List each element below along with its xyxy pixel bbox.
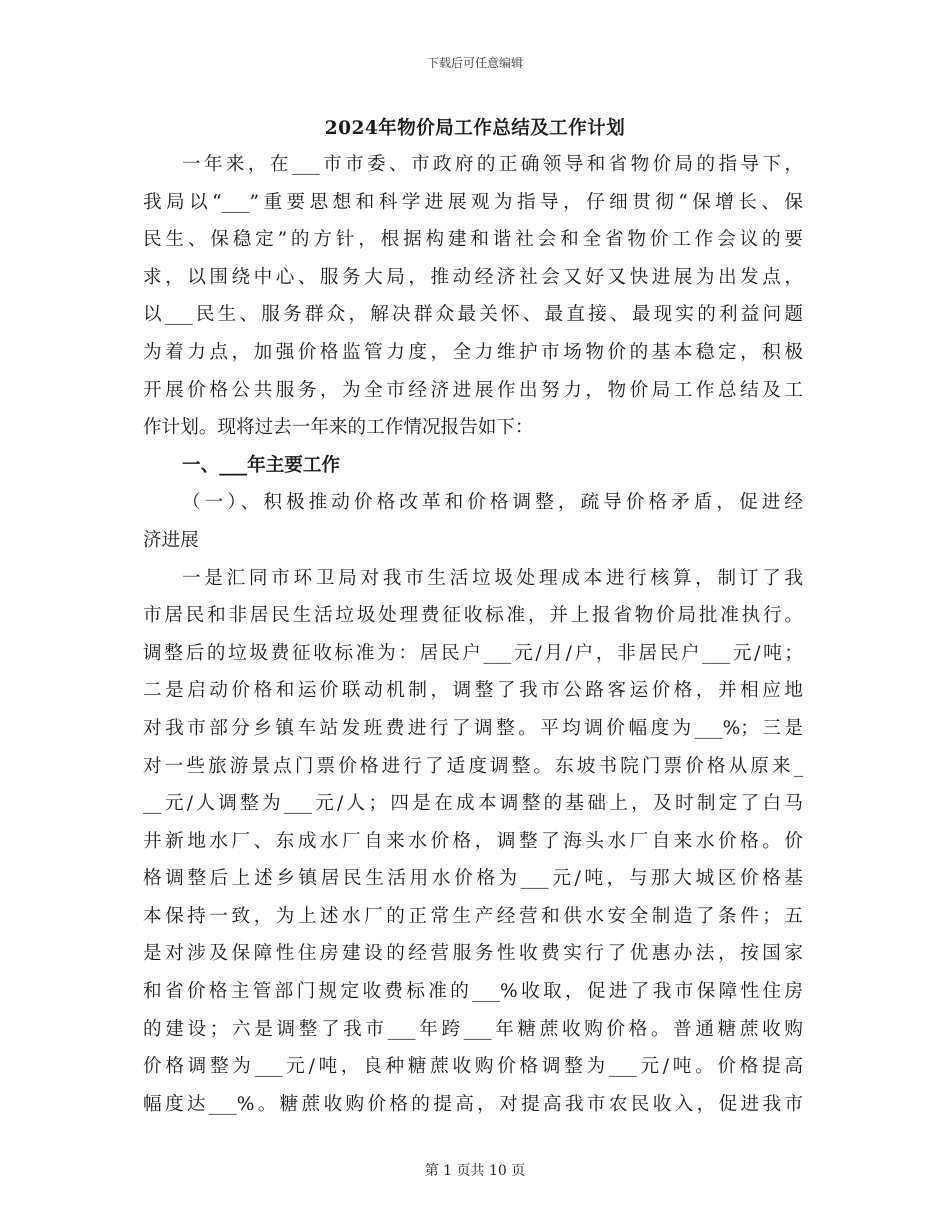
body-line: 以___民生、服务群众，解决群众最关怀、最直接、最现实的利益问题 (143, 304, 803, 326)
section-heading: 一、___年主要工作 (182, 454, 341, 476)
body-line: （一）、积极推动价格改革和价格调整，疏导价格矛盾，促进经 (182, 492, 803, 514)
body-line: __元/人调整为___元/人；四是在成本调整的基础上，及时制定了白马 (143, 793, 803, 815)
body-line: 幅度达___%。糖蔗收购价格的提高，对提高我市农民收入，促进我市 (143, 1093, 803, 1115)
body-line: 作计划。现将过去一年来的工作情况报告如下： (143, 417, 534, 439)
body-line: 民生、保稳定”的方针，根据构建和谐社会和全省物价工作会议的要 (143, 229, 803, 251)
body-line: 求，以围绕中心、服务大局，推动经济社会又好又快进展为出发点， (143, 266, 803, 288)
body-line: 一年来，在___市市委、市政府的正确领导和省物价局的指导下， (182, 154, 803, 175)
body-line: 市居民和非居民生活垃圾处理费征收标准，并上报省物价局批准执行。 (143, 605, 803, 627)
body-line: 调整后的垃圾费征收标准为：居民户___元/月/户，非居民户___元/吨； (143, 642, 803, 664)
body-line: 为着力点，加强价格监管力度，全力维护市场物价的基本稳定，积极 (143, 341, 803, 363)
body-line: 一是汇同市环卫局对我市生活垃圾处理成本进行核算，制订了我 (182, 567, 803, 589)
body-line: 二是启动价格和运价联动机制，调整了我市公路客运价格，并相应地 (143, 680, 803, 702)
document-body (143, 146, 803, 1123)
body-line: 的建设；六是调整了我市___年跨___年糖蔗收购价格。普通糖蔗收购 (143, 1018, 803, 1040)
body-line: 是对涉及保障性住房建设的经营服务性收费实行了优惠办法，按国家 (143, 943, 803, 965)
body-line: 格调整后上述乡镇居民生活用水价格为___元/吨，与那大城区价格基 (143, 868, 803, 890)
body-line: 我局以“___”重要思想和科学进展观为指导，仔细贯彻“保增长、保 (143, 191, 803, 213)
body-line: 井新地水厂、东成水厂自来水价格，调整了海头水厂自来水价格。价 (143, 830, 803, 852)
body-line: 价格调整为___元/吨，良种糖蔗收购价格调整为___元/吨。价格提高 (143, 1056, 803, 1078)
document-title: 2024年物价局工作总结及工作计划 (324, 118, 626, 139)
body-line: 对一些旅游景点门票价格进行了适度调整。东坡书院门票价格从原来_ (143, 755, 803, 777)
page-footer: 第 1 页共 10 页 (424, 1163, 526, 1179)
body-line: 对我市部分乡镇车站发班费进行了调整。平均调价幅度为___%；三是 (143, 717, 803, 739)
header-note: 下载后可任意编辑 (426, 56, 523, 70)
body-line: 本保持一致，为上述水厂的正常生产经营和供水安全制造了条件；五 (143, 905, 803, 927)
body-line: 开展价格公共服务，为全市经济进展作出努力，物价局工作总结及工 (143, 379, 803, 401)
body-line: 和省价格主管部门规定收费标准的___%收取，促进了我市保障性住房 (143, 981, 803, 1003)
body-line: 济进展 (143, 529, 199, 551)
